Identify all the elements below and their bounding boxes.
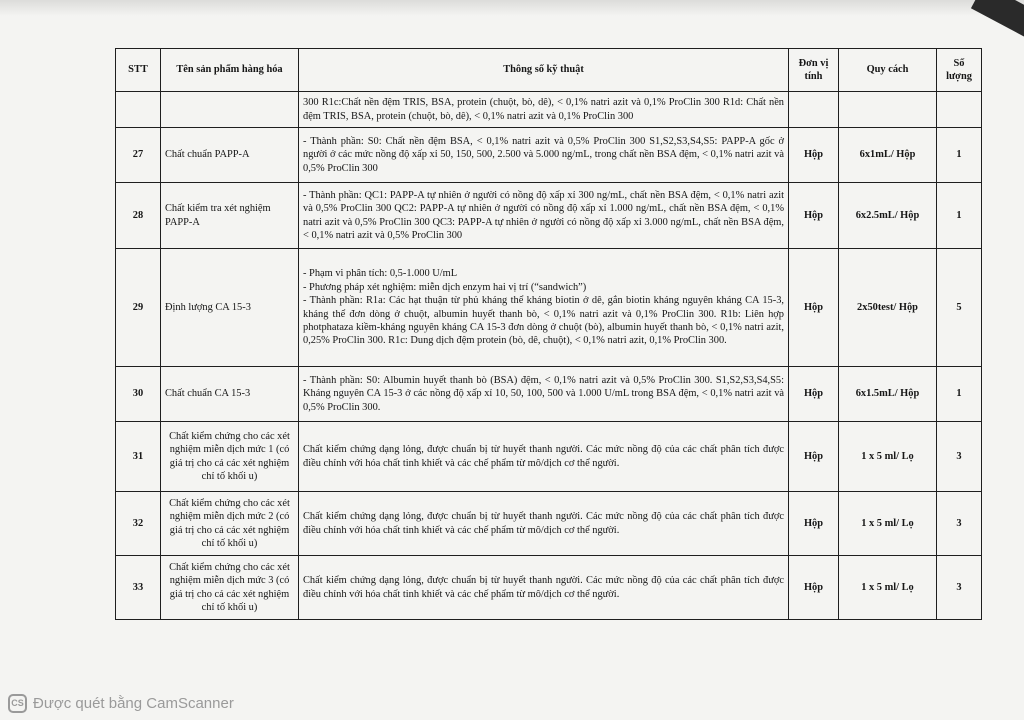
row-stt: 32 — [116, 492, 161, 556]
table-row — [116, 367, 982, 422]
scan-corner-shadow — [971, 0, 1024, 36]
row-quantity: 1 — [937, 367, 982, 422]
table-row — [116, 128, 982, 183]
row-technical-spec: - Thành phần: S0: Chất nền đệm BSA, < 0,1% natri azit và 0,5% ProClin 300 S1,S2,S3,S4,S5: PAPP-A gốc ở người ở các mức nồng độ xấp xỉ 50, 150, 500, 2.500 và 5.000 ng/mL, trong chất nền BSA đệm, < 0,1% natri azit và 0,5% ProClin 300 — [299, 128, 789, 183]
row-technical-spec: 300 R1c:Chất nền đệm TRIS, BSA, protein (chuột, bò, dê), < 0,1% natri azit và 0,1% ProClin 300 R1d: Chất nền đệm TRIS, BSA, protein (chuột, bò, dê), < 0,1% natri azit và 0,1% ProClin 300 — [299, 92, 789, 128]
header-stt: STT — [116, 49, 161, 92]
row-technical-spec: Chất kiểm chứng dạng lỏng, được chuẩn bị từ huyết thanh người. Các mức nồng độ của các chất phân tích được điều chỉnh với hóa chất tinh khiết và các chế phẩm từ mô/dịch cơ thể người. — [299, 556, 789, 620]
row-packaging: 1 x 5 ml/ Lọ — [839, 422, 937, 492]
scan-top-edge — [0, 0, 1024, 16]
row-product-name: Chất chuẩn PAPP-A — [161, 128, 299, 183]
row-unit: Hộp — [789, 183, 839, 249]
row-quantity: 3 — [937, 422, 982, 492]
row-packaging: 6x1.5mL/ Hộp — [839, 367, 937, 422]
table-row — [116, 92, 982, 128]
row-stt — [116, 92, 161, 128]
row-product-name: Chất kiểm chứng cho các xét nghiệm miễn dịch mức 3 (có giá trị cho cả các xét nghiệm chỉ tố khối u) — [161, 556, 299, 620]
table-row — [116, 183, 982, 249]
table-header-row — [116, 49, 982, 92]
row-stt: 30 — [116, 367, 161, 422]
row-product-name: Định lượng CA 15-3 — [161, 249, 299, 367]
row-packaging: 6x2.5mL/ Hộp — [839, 183, 937, 249]
camscanner-logo-icon: CS — [8, 694, 27, 713]
table-row — [116, 492, 982, 556]
row-packaging: 2x50test/ Hộp — [839, 249, 937, 367]
row-unit: Hộp — [789, 556, 839, 620]
row-stt: 27 — [116, 128, 161, 183]
table-row — [116, 249, 982, 367]
row-technical-spec: - Thành phần: S0: Albumin huyết thanh bò (BSA) đệm, < 0,1% natri azit và 0,5% ProClin 300. S1,S2,S3,S4,S5: Kháng nguyên CA 15-3 ở các nồng độ xấp xỉ 10, 50, 100, 500 và 1.000 U/mL trong BSA đệm, < 0,1% natri azit và 0,5% ProClin 300. — [299, 367, 789, 422]
row-quantity — [937, 92, 982, 128]
row-quantity: 5 — [937, 249, 982, 367]
row-technical-spec: Chất kiểm chứng dạng lỏng, được chuẩn bị từ huyết thanh người. Các mức nồng độ của các chất phân tích được điều chỉnh với hóa chất tinh khiết và các chế phẩm từ mô/dịch cơ thể người. — [299, 492, 789, 556]
header-technical-spec: Thông số kỹ thuật — [299, 49, 789, 92]
row-unit: Hộp — [789, 422, 839, 492]
header-unit: Đơn vị tính — [789, 49, 839, 92]
row-product-name: Chất kiểm chứng cho các xét nghiệm miễn dịch mức 1 (có giá trị cho cả các xét nghiệm chỉ tố khối u) — [161, 422, 299, 492]
row-stt: 33 — [116, 556, 161, 620]
row-quantity: 3 — [937, 556, 982, 620]
camscanner-text: Được quét bằng CamScanner — [33, 694, 234, 712]
row-packaging — [839, 92, 937, 128]
row-quantity: 1 — [937, 128, 982, 183]
row-unit: Hộp — [789, 128, 839, 183]
product-spec-table — [115, 48, 982, 620]
row-unit: Hộp — [789, 249, 839, 367]
row-technical-spec — [299, 249, 789, 367]
header-quantity: Số lượng — [937, 49, 982, 92]
row-product-name: Chất kiểm tra xét nghiệm PAPP-A — [161, 183, 299, 249]
spec-line-range: - Phạm vi phân tích: 0,5-1.000 U/mL — [303, 268, 458, 280]
row-stt: 28 — [116, 183, 161, 249]
spec-line-method: - Phương pháp xét nghiệm: miễn dịch enzym hai vị trí (“sandwich”) — [303, 281, 587, 293]
row-unit: Hộp — [789, 367, 839, 422]
table-row — [116, 422, 982, 492]
row-stt: 29 — [116, 249, 161, 367]
row-packaging: 6x1mL/ Hộp — [839, 128, 937, 183]
row-unit — [789, 92, 839, 128]
row-technical-spec: - Thành phần: QC1: PAPP-A tự nhiên ở người có nồng độ xấp xỉ 300 ng/mL, chất nền BSA đệm, < 0,1% natri azit và 0,5% ProClin 300 QC2: PAPP-A tự nhiên ở người có nồng độ xấp xỉ 1.000 ng/mL, chất nền BSA đệm, < 0,1% natri azit và 0,5% ProClin 300 QC3: PAPP-A tự nhiên ở người có nồng độ xấp xỉ 3.000 ng/mL, chất nền BSA đệm, < 0,1% natri azit và 0,5% ProClin 300 — [299, 183, 789, 249]
header-product-name: Tên sản phẩm hàng hóa — [161, 49, 299, 92]
row-packaging: 1 x 5 ml/ Lọ — [839, 556, 937, 620]
table-row — [116, 556, 982, 620]
row-quantity: 1 — [937, 183, 982, 249]
row-technical-spec: Chất kiểm chứng dạng lỏng, được chuẩn bị từ huyết thanh người. Các mức nồng độ của các chất phân tích được điều chỉnh với hóa chất tinh khiết và các chế phẩm từ mô/dịch cơ thể người. — [299, 422, 789, 492]
row-product-name: Chất kiểm chứng cho các xét nghiệm miễn dịch mức 2 (có giá trị cho cả các xét nghiệm chỉ tố khối u) — [161, 492, 299, 556]
row-product-name — [161, 92, 299, 128]
header-packaging: Quy cách — [839, 49, 937, 92]
row-unit: Hộp — [789, 492, 839, 556]
row-stt: 31 — [116, 422, 161, 492]
row-product-name: Chất chuẩn CA 15-3 — [161, 367, 299, 422]
row-quantity: 3 — [937, 492, 982, 556]
row-packaging: 1 x 5 ml/ Lọ — [839, 492, 937, 556]
spec-line-composition: - Thành phần: R1a: Các hạt thuận từ phủ kháng thể kháng biotin ở dê, gắn biotin kháng nguyên kháng CA 15-3, kháng thể đơn dòng ở chuột, albumin huyết thanh bò, < 0,1% natri azit và 0,1% ProClin 300. R1b: Liên hợp photphataza kiềm-kháng nguyên kháng CA 15-3 đơn dòng ở chuột (bò), albumin huyết thanh bò, < 0,1% natri azit, 0,25% ProClin 300. R1c: Dung dịch đệm protein (bò, dê, chuột), < 0,1% natri azit, 0,1% ProClin 300. — [303, 295, 784, 347]
camscanner-watermark — [8, 692, 234, 714]
